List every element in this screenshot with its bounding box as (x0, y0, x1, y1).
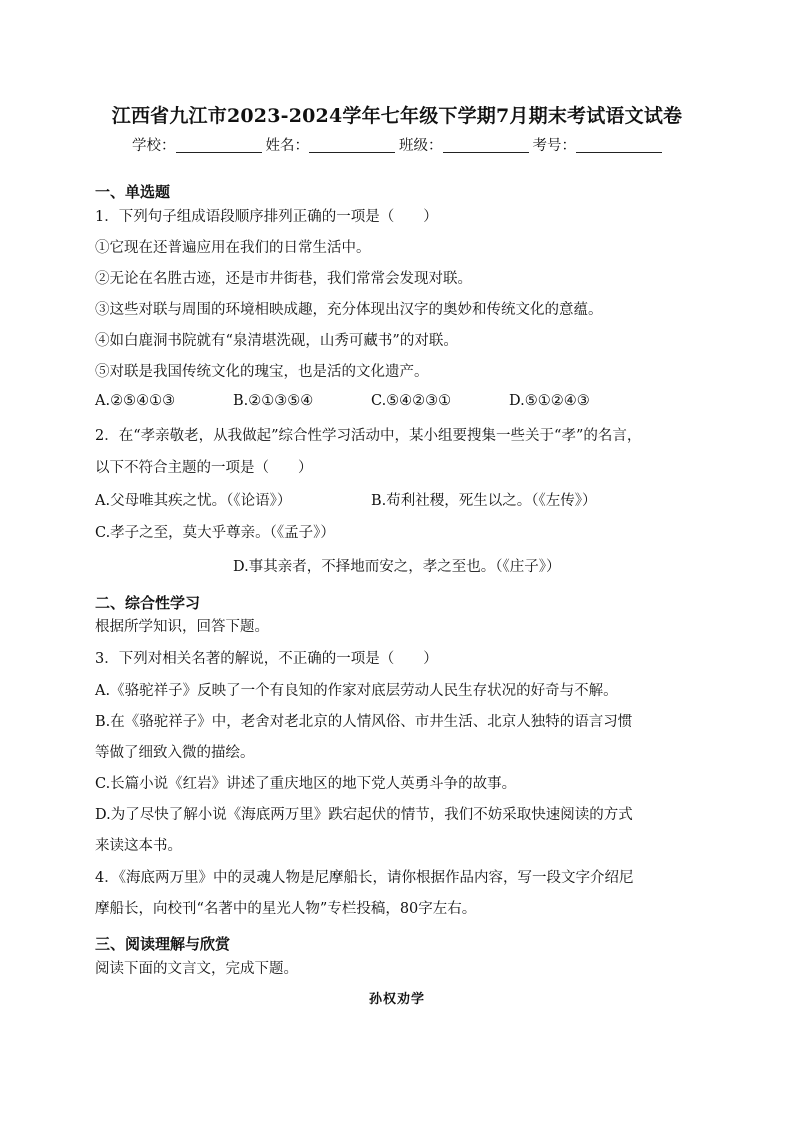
q3-option-b-line2: 等做了细致入微的描绘。 (95, 745, 255, 761)
section1-heading: 一、单选题 (95, 183, 171, 201)
q3-option-c: C.长篇小说《红岩》讲述了重庆地区的地下党人英勇斗争的故事。 (95, 776, 517, 792)
q2-stem-line2: 以下不符合主题的一项是（ ） (95, 460, 313, 476)
section3-heading: 三、阅读理解与欣赏 (95, 935, 231, 953)
class-label: 班级： (399, 138, 443, 154)
q3-option-b-line1: B.在《骆驼祥子》中，老舍对老北京的人情风俗、市井生活、北京人独特的语言习惯 (95, 714, 633, 730)
q1-sentence-3: ③这些对联与周围的环境相映成趣，充分体现出汉字的奥妙和传统文化的意蕴。 (95, 302, 603, 318)
q1-sentence-5: ⑤对联是我国传统文化的瑰宝，也是活的文化遗产。 (95, 364, 429, 380)
q2-option-b: B.苟利社稷，死生以之。（《左传》） (371, 493, 597, 509)
q4-line2: 摩船长，向校刊“名著中的星光人物”专栏投稿，80字左右。 (95, 901, 477, 917)
q1-option-a: A.②⑤④①③ (95, 393, 176, 409)
q2-option-a: A.父母唯其疾之忧。（《论语》） (95, 493, 292, 509)
school-label: 学校： (132, 138, 176, 154)
passage-title: 孙权劝学 (368, 992, 425, 1007)
q1-sentence-4: ④如白鹿洞书院就有“泉清堪洗砚，山秀可藏书”的对联。 (95, 333, 458, 349)
school-blank (176, 138, 262, 153)
number-blank (576, 138, 662, 153)
q3-option-d-line2: 来读这本书。 (95, 838, 182, 854)
q1-option-c: C.⑤④②③① (371, 393, 452, 409)
exam-title: 江西省九江市2023-2024学年七年级下学期7月期末考试语文试卷 (111, 105, 683, 127)
q1-stem: 1．下列句子组成语段顺序排列正确的一项是（ ） (95, 209, 438, 225)
q2-options-row1 (95, 489, 597, 510)
q3-option-d-line1: D.为了尽快了解小说《海底两万里》跌宕起伏的情节，我们不妨采取快速阅读的方式 (95, 807, 633, 823)
class-blank (443, 138, 529, 153)
q1-option-b: B.②①③⑤④ (233, 393, 314, 409)
name-blank (309, 138, 395, 153)
q3-stem: 3．下列对相关名著的解说，不正确的一项是（ ） (95, 651, 438, 667)
q2-stem-line1: 2．在“孝亲敬老，从我做起”综合性学习活动中，某小组要搜集一些关于“孝”的名言， (95, 428, 642, 444)
q1-sentence-1: ①它现在还普遍应用在我们的日常生活中。 (95, 240, 371, 256)
q1-options (95, 393, 590, 409)
q2-option-d: D.事其亲者，不择地而安之，孝之至也。（《庄子》） (233, 559, 561, 575)
q4-line1: 4．《海底两万里》中的灵魂人物是尼摩船长，请你根据作品内容，写一段文字介绍尼 (95, 870, 634, 886)
student-info-row (0, 134, 794, 155)
section2-intro: 根据所学知识，回答下题。 (95, 619, 269, 635)
q1-sentence-2: ②无论在名胜古迹，还是市井街巷，我们常常会发现对联。 (95, 271, 472, 287)
section3-intro: 阅读下面的文言文，完成下题。 (95, 961, 298, 977)
q3-option-a: A.《骆驼祥子》反映了一个有良知的作家对底层劳动人民生存状况的好奇与不解。 (95, 683, 618, 699)
number-label: 考号： (532, 138, 576, 154)
q2-option-c: C.孝子之至，莫大乎尊亲。（《孟子》） (95, 525, 335, 541)
q1-option-d: D.⑤①②④③ (509, 393, 590, 409)
name-label: 姓名： (265, 138, 309, 154)
section2-heading: 二、综合性学习 (95, 594, 201, 612)
